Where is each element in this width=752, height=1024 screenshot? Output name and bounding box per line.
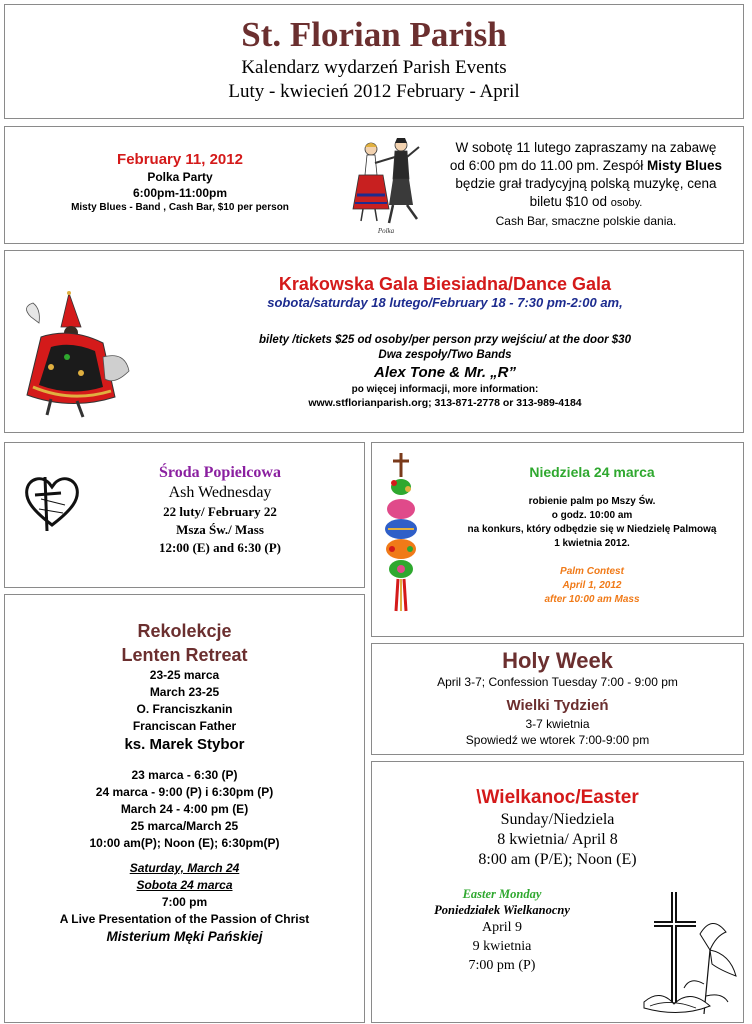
palm-line4: 1 kwietnia 2012. [554,538,630,549]
polka-pl-line5: Cash Bar, smaczne polskie dania. [495,214,677,228]
palm-text-block [442,463,742,607]
retreat-priest: ks. Marek Stybor [124,736,245,753]
retreat-title-en: Lenten Retreat [121,645,248,665]
page-title: St. Florian Parish [241,15,507,54]
polka-pl-line3: będzie grał tradycyjną polską muzykę, cena [455,176,717,191]
passion-time: 7:00 pm [161,895,208,909]
gala-when: sobota/saturday 18 lutego/February 18 - 7:30 pm-2:00 am, [267,295,623,310]
polka-pl-line4 [435,193,737,212]
holy-week-line-pl: Spowiedź we wtorek 7:00-9:00 pm [465,733,650,747]
retreat-schedule-5: 10:00 am(P); Noon (E); 6:30pm(P) [89,836,280,850]
krakow-dancer-illustration [11,287,135,421]
polka-pl-line4a: biletu $10 od [529,194,611,209]
retreat-schedule-3: March 24 - 4:00 pm (E) [120,802,249,816]
polka-illustration-caption: Polka [377,227,395,235]
gala-text-block [155,273,735,410]
polka-date: February 11, 2012 [117,151,243,168]
palm-decoration-illustration [380,451,422,613]
retreat-schedule-1: 23 marca - 6:30 (P) [131,768,238,782]
easter-title: \Wielkanoc/Easter [476,787,639,808]
holy-week-dates-pl: 3-7 kwietnia [525,717,590,731]
gala-bands-label: Dwa zespoły/Two Bands [378,349,512,361]
retreat-schedule-4: 25 marca/March 25 [130,819,239,833]
ash-title-pl: Środa Popielcowa [159,464,281,481]
ash-text-block [85,463,355,557]
polka-pl-line2 [435,157,737,175]
passion-date-pl: Sobota 24 marca [136,878,233,892]
retreat-father-pl: O. Franciszkanin [136,702,233,716]
passion-description: A Live Presentation of the Passion of Christ [59,912,310,926]
polka-pl-line2a: od 6:00 pm do 11.00 pm. Zespół [449,158,648,173]
holy-week-title: Holy Week [502,648,613,673]
polka-details: Misty Blues - Band , Cash Bar, $10 per person [71,202,289,213]
easter-monday-pl: Poniedziałek Wielkanocny [434,903,570,917]
retreat-title-pl: Rekolekcje [137,621,232,641]
cross-lily-illustration [640,884,740,1020]
lenten-retreat-box [4,594,365,1023]
ash-title-en: Ash Wednesday [168,484,272,501]
page-subtitle: Kalendarz wydarzeń Parish Events [241,57,507,78]
polka-name: Polka Party [147,170,213,184]
palm-line3: na konkurs, który odbędzie się w Niedzielę Palmową [467,524,717,535]
polka-pl-line1: W sobotę 11 lutego zapraszamy na zabawę [455,140,717,155]
polka-party-box [4,126,744,244]
passion-title-pl: Misterium Męki Pańskiej [106,929,263,944]
palm-title: Niedziela 24 marca [529,464,655,480]
retreat-dates-en: March 23-25 [149,685,220,699]
palm-contest-time: after 10:00 am Mass [544,594,640,605]
polka-pl-line4b: osoby. [610,197,643,209]
ash-date: 22 luty/ February 22 [163,504,277,519]
holy-week-box [371,643,744,755]
palm-line2: o godz. 10:00 am [551,510,633,521]
passion-date-en: Saturday, March 24 [129,861,240,875]
gala-contact: www.stflorianparish.org; 313-871-2778 or 313-989-4184 [308,397,582,409]
header-box [4,4,744,119]
palm-sunday-box [371,442,744,637]
palm-contest-date: April 1, 2012 [562,580,622,591]
holy-week-line-en: April 3-7; Confession Tuesday 7:00 - 9:00 pm [437,675,678,689]
heart-cross-icon [21,469,83,533]
retreat-schedule-2: 24 marca - 9:00 (P) i 6:30pm (P) [95,785,274,799]
page-date-range: Luty - kwiecień 2012 February - April [228,81,520,102]
retreat-text-block [9,619,360,946]
retreat-father-en: Franciscan Father [132,719,237,733]
easter-date: 8 kwietnia/ April 8 [497,831,618,848]
polka-time: 6:00pm-11:00pm [132,186,228,200]
gala-bands: Alex Tone & Mr. „R” [374,364,516,381]
dance-gala-box [4,250,744,433]
polka-polish-block [435,139,737,230]
easter-monday-date-en: April 9 [481,920,523,935]
palm-line1: robienie palm po Mszy Św. [528,496,656,507]
ash-mass: Msza Św./ Mass [176,522,264,537]
retreat-dates-pl: 23-25 marca [149,668,220,682]
easter-monday-en: Easter Monday [462,887,542,901]
ash-times: 12:00 (E) and 6:30 (P) [158,540,282,555]
easter-monday-date-pl: 9 kwietnia [472,939,532,954]
ash-wednesday-box [4,442,365,588]
gala-title: Krakowska Gala Biesiadna/Dance Gala [278,274,612,294]
palm-contest-title: Palm Contest [560,566,624,577]
polka-pl-band: Misty Blues [647,158,723,173]
easter-box [371,761,744,1023]
easter-monday-time: 7:00 pm (P) [468,958,536,973]
holy-week-title-pl: Wielki Tydzień [506,697,609,714]
easter-sunday: Sunday/Niedziela [500,811,615,828]
polka-english-block [45,151,315,215]
gala-tickets: bilety /tickets $25 od osoby/per person przy wejściu/ at the door $30 [259,334,631,346]
polka-dancers-illustration [345,135,427,239]
gala-more-info: po więcej informacji, more information: [351,384,539,395]
easter-monday-block [412,886,592,975]
easter-times: 8:00 am (P/E); Noon (E) [478,851,637,868]
